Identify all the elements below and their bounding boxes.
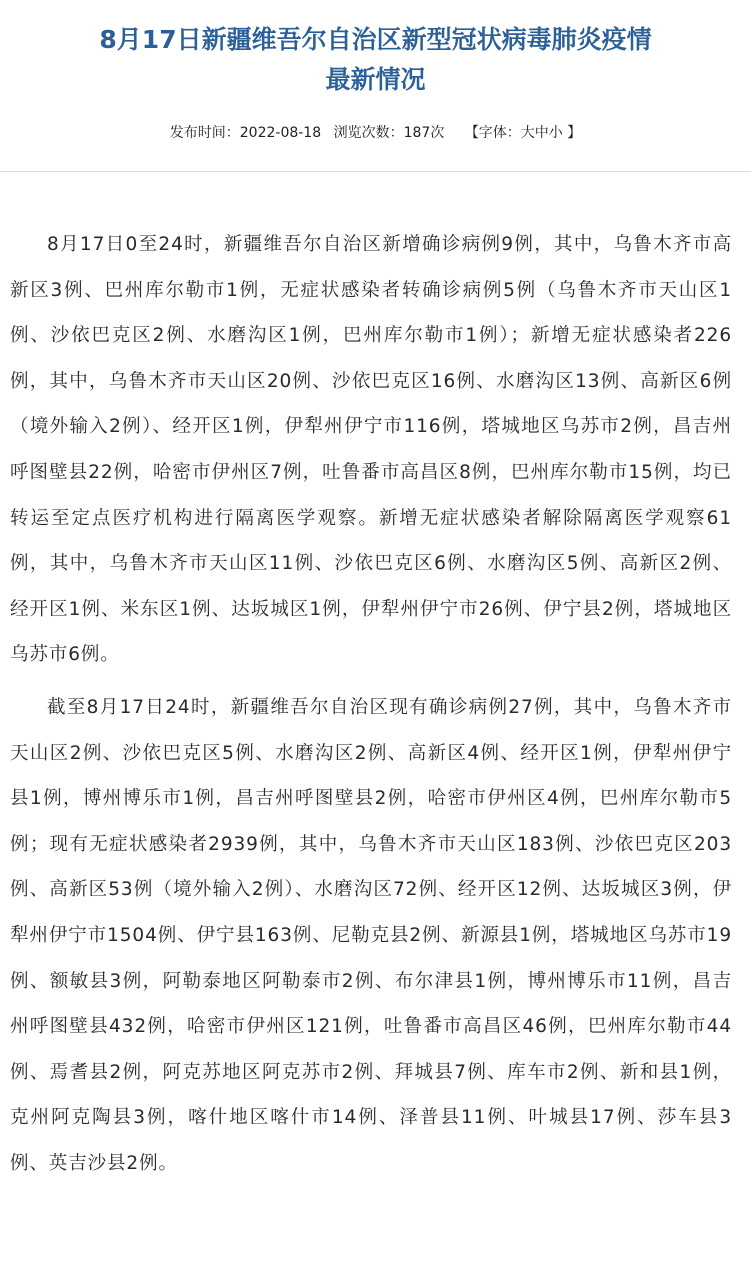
article-title — [40, 20, 711, 100]
article-body — [10, 222, 732, 1186]
font-size-switcher[interactable]: 【字体：大中小 】 — [464, 125, 582, 141]
article-paragraph-2: 截至8月17日24时，新疆维吾尔自治区现有确诊病例27例，其中，乌鲁木齐市天山区2例、沙依巴克区5例、水磨沟区2例、高新区4例、经开区1例，伊犁州伊宁县1例，博州博乐市1例，昌吉州呼图壁县2例，哈密市伊州区4例，巴州库尔勒市5例；现有无症状感染者2939例，其中，乌鲁木齐市天山区183例、沙依巴克区203例、高新区53例（境外输入2例）、水磨沟区72例、经开区12例、达坂城区3例，伊犁州伊宁市1504例、伊宁县163例、尼勒克县2例、新源县1例，塔城地区乌苏市19例、额敏县3例，阿勒泰地区阿勒泰市2例、布尔津县1例，博州博乐市11例，昌吉州呼图壁县432例，哈密市伊州区121例，吐鲁番市高昌区46例，巴州库尔勒市44例、焉耆县2例，阿克苏地区阿克苏市2例、拜城县7例、库车市2例、新和县1例，克州阿克陶县3例，喀什地区喀什市14例、泽普县11例、叶城县17例、莎车县3例、英吉沙县2例。 — [10, 696, 732, 1174]
article-paragraph-1: 8月17日0至24时，新疆维吾尔自治区新增确诊病例9例，其中，乌鲁木齐市高新区3例、巴州库尔勒市1例，无症状感染者转确诊病例5例（乌鲁木齐市天山区1例、沙依巴克区2例、水磨沟区1例，巴州库尔勒市1例）；新增无症状感染者226例，其中，乌鲁木齐市天山区20例、沙依巴克区16例、水磨沟区13例、高新区6例（境外输入2例）、经开区1例，伊犁州伊宁市116例，塔城地区乌苏市2例，昌吉州呼图壁县22例，哈密市伊州区7例，吐鲁番市高昌区8例，巴州库尔勒市15例，均已转运至定点医疗机构进行隔离医学观察。新增无症状感染者解除隔离医学观察61例，其中，乌鲁木齐市天山区11例、沙依巴克区6例、水磨沟区5例、高新区2例、经开区1例、米东区1例、达坂城区1例，伊犁州伊宁市26例、伊宁县2例，塔城地区乌苏市6例。 — [10, 234, 732, 666]
article-title-line-1: 8月17日新疆维吾尔自治区新型冠状病毒肺炎疫情 — [99, 25, 652, 54]
publish-time: 发布时间：2022-08-18 — [169, 125, 322, 141]
article-header — [0, 0, 751, 172]
article-meta — [0, 121, 751, 145]
article-title-line-2: 最新情况 — [325, 65, 426, 94]
view-count: 浏览次数：187次 — [333, 125, 445, 141]
